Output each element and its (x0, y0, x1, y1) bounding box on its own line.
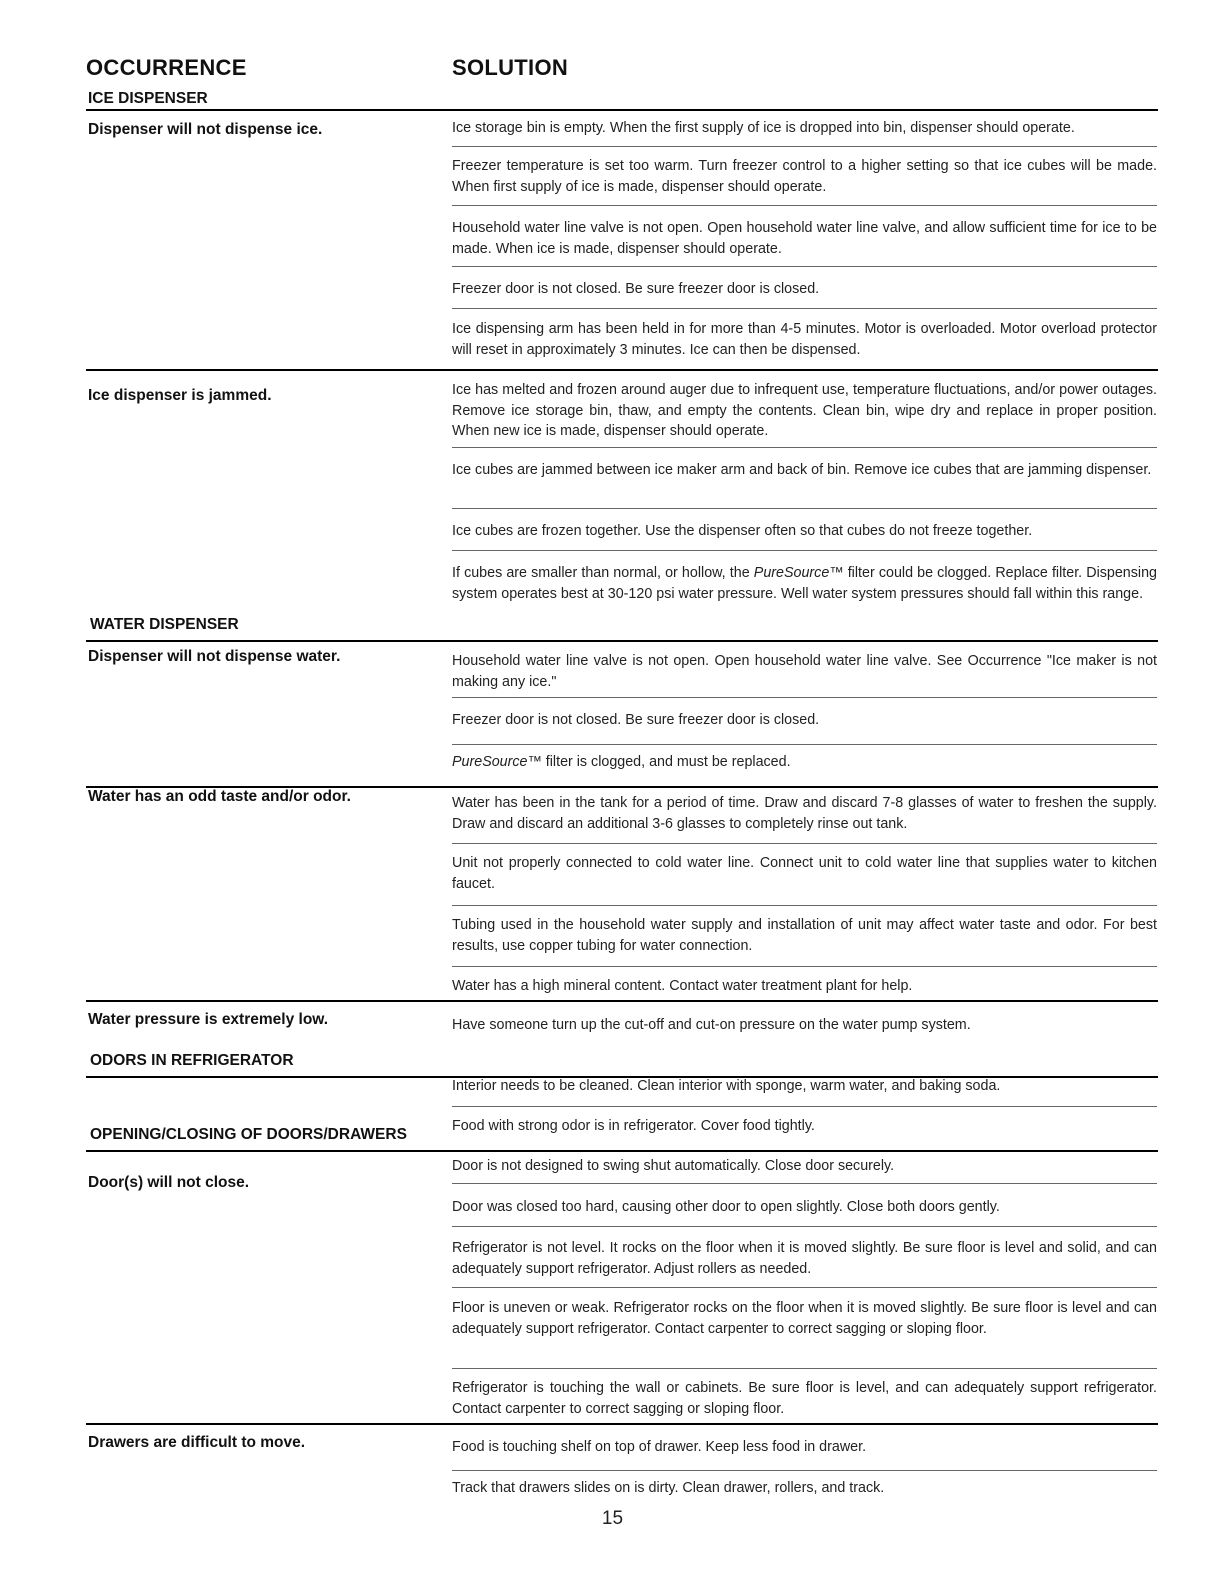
occurrence-taste: Water has an odd taste and/or odor. (88, 788, 351, 805)
solution-item: Freezer door is not closed. Be sure freezer door is closed. (452, 281, 820, 297)
solution-item: Ice dispensing arm has been held in for more than 4-5 minutes. Motor is overloaded. Motor overload protector will reset in approximately 3 minutes. Ice can then be dispensed. (452, 321, 1157, 358)
occurrence-jammed: Ice dispenser is jammed. (88, 387, 272, 404)
occurrence-door-close: Door(s) will not close. (88, 1174, 250, 1191)
occurrence-header: OCCURRENCE (86, 55, 247, 80)
divider (452, 697, 1157, 698)
solution-item: Household water line valve is not open. Open household water line valve. See Occurrence "Ice maker is not making any ice." (452, 653, 1157, 690)
solution-item: Unit not properly connected to cold water line. Connect unit to cold water line that supplies water to kitchen faucet. (452, 855, 1157, 892)
divider (452, 205, 1157, 206)
divider (452, 266, 1157, 267)
occurrence-pressure: Water pressure is extremely low. (88, 1011, 329, 1028)
section-odors: ODORS IN REFRIGERATOR (90, 1052, 294, 1069)
solution-item: Ice has melted and frozen around auger due to infrequent use, temperature fluctuations, and/or power outages. Remove ice storage bin, thaw, and empty the contents. Clean bin, wipe dry and replace in proper position. When new ice is made, dispenser should operate. (452, 382, 1157, 439)
divider (86, 1150, 1158, 1152)
divider (86, 109, 1158, 111)
solution-text: filter is clogged, and must be replaced. (541, 754, 791, 770)
solution-item: Tubing used in the household water supply and installation of unit may affect water taste and odor. For best results, use copper tubing for water connection. (452, 917, 1157, 954)
solution-item: Ice cubes are jammed between ice maker arm and back of bin. Remove ice cubes that are jamming dispenser. (452, 462, 1152, 478)
divider (452, 550, 1157, 551)
solution-item: Have someone turn up the cut-off and cut-on pressure on the water pump system. (452, 1017, 971, 1033)
solution-item: Household water line valve is not open. Open household water line valve, and allow sufficient time for ice to be made. When ice is made, dispenser should operate. (452, 220, 1157, 257)
section-doors: OPENING/CLOSING OF DOORS/DRAWERS (90, 1126, 407, 1143)
divider (452, 447, 1157, 448)
solution-item: Door was closed too hard, causing other door to open slightly. Close both doors gently. (452, 1199, 1000, 1215)
divider (452, 843, 1157, 844)
brand-name: PureSource™ (753, 565, 844, 581)
divider (86, 1423, 1158, 1425)
divider (452, 508, 1157, 509)
solution-item (452, 563, 1157, 604)
solution-item: Freezer door is not closed. Be sure freezer door is closed. (452, 712, 820, 728)
divider (452, 1106, 1157, 1107)
divider (86, 640, 1158, 642)
solution-item: Food with strong odor is in refrigerator. Cover food tightly. (452, 1118, 815, 1134)
section-ice-dispenser: ICE DISPENSER (88, 90, 208, 107)
solution-item: Floor is uneven or weak. Refrigerator rocks on the floor when it is moved slightly. Be sure floor is level and can adequately support refrigerator. Contact carpenter to correct sagging or sloping floor. (452, 1300, 1157, 1337)
divider (452, 1287, 1157, 1288)
solution-header: SOLUTION (452, 55, 569, 80)
divider (452, 1226, 1157, 1227)
divider (86, 369, 1158, 371)
solution-item (452, 752, 1157, 773)
occurrence-no-ice: Dispenser will not dispense ice. (88, 121, 323, 138)
solution-item: Water has a high mineral content. Contact water treatment plant for help. (452, 978, 913, 994)
solution-item: Track that drawers slides on is dirty. Clean drawer, rollers, and track. (452, 1480, 885, 1496)
solution-item: Interior needs to be cleaned. Clean interior with sponge, warm water, and baking soda. (452, 1078, 1001, 1094)
divider (452, 1470, 1157, 1471)
section-water-dispenser: WATER DISPENSER (90, 616, 239, 633)
solution-text: If cubes are smaller than normal, or hollow, the (452, 565, 754, 581)
occurrence-drawers: Drawers are difficult to move. (88, 1434, 306, 1451)
solution-item: Water has been in the tank for a period of time. Draw and discard 7-8 glasses of water to freshen the supply. Draw and discard an additional 3-6 glasses to completely rinse out tank. (452, 795, 1157, 832)
divider (86, 1000, 1158, 1002)
occurrence-no-water: Dispenser will not dispense water. (88, 648, 341, 665)
solution-item: Food is touching shelf on top of drawer. Keep less food in drawer. (452, 1439, 867, 1455)
solution-item: Freezer temperature is set too warm. Turn freezer control to a higher setting so that ice cubes will be made. When first supply of ice is made, dispenser should operate. (452, 158, 1157, 195)
solution-item: Refrigerator is touching the wall or cabinets. Be sure floor is level, and can adequately support refrigerator. Contact carpenter to correct sagging or sloping floor. (452, 1380, 1157, 1417)
brand-name: PureSource™ (452, 754, 542, 770)
divider (452, 966, 1157, 967)
solution-item: Ice cubes are frozen together. Use the dispenser often so that cubes do not freeze together. (452, 523, 1033, 539)
divider (452, 1368, 1157, 1369)
solution-item: Refrigerator is not level. It rocks on the floor when it is moved slightly. Be sure floor is level and solid, and can adequately support refrigerator. Adjust rollers as needed. (452, 1240, 1157, 1277)
solution-text: filter could be clogged. Replace filter. Dispensing system operates best at 30-120 psi water pressure. Well water system pressures should fall within this range. (452, 565, 1157, 602)
divider (452, 1183, 1157, 1184)
divider (452, 308, 1157, 309)
solution-item: Ice storage bin is empty. When the first supply of ice is dropped into bin, dispenser should operate. (452, 120, 1075, 136)
solution-item: Door is not designed to swing shut automatically. Close door securely. (452, 1158, 895, 1174)
page-number: 15 (601, 1508, 624, 1529)
divider (452, 146, 1157, 147)
divider (452, 744, 1157, 745)
divider (452, 905, 1157, 906)
